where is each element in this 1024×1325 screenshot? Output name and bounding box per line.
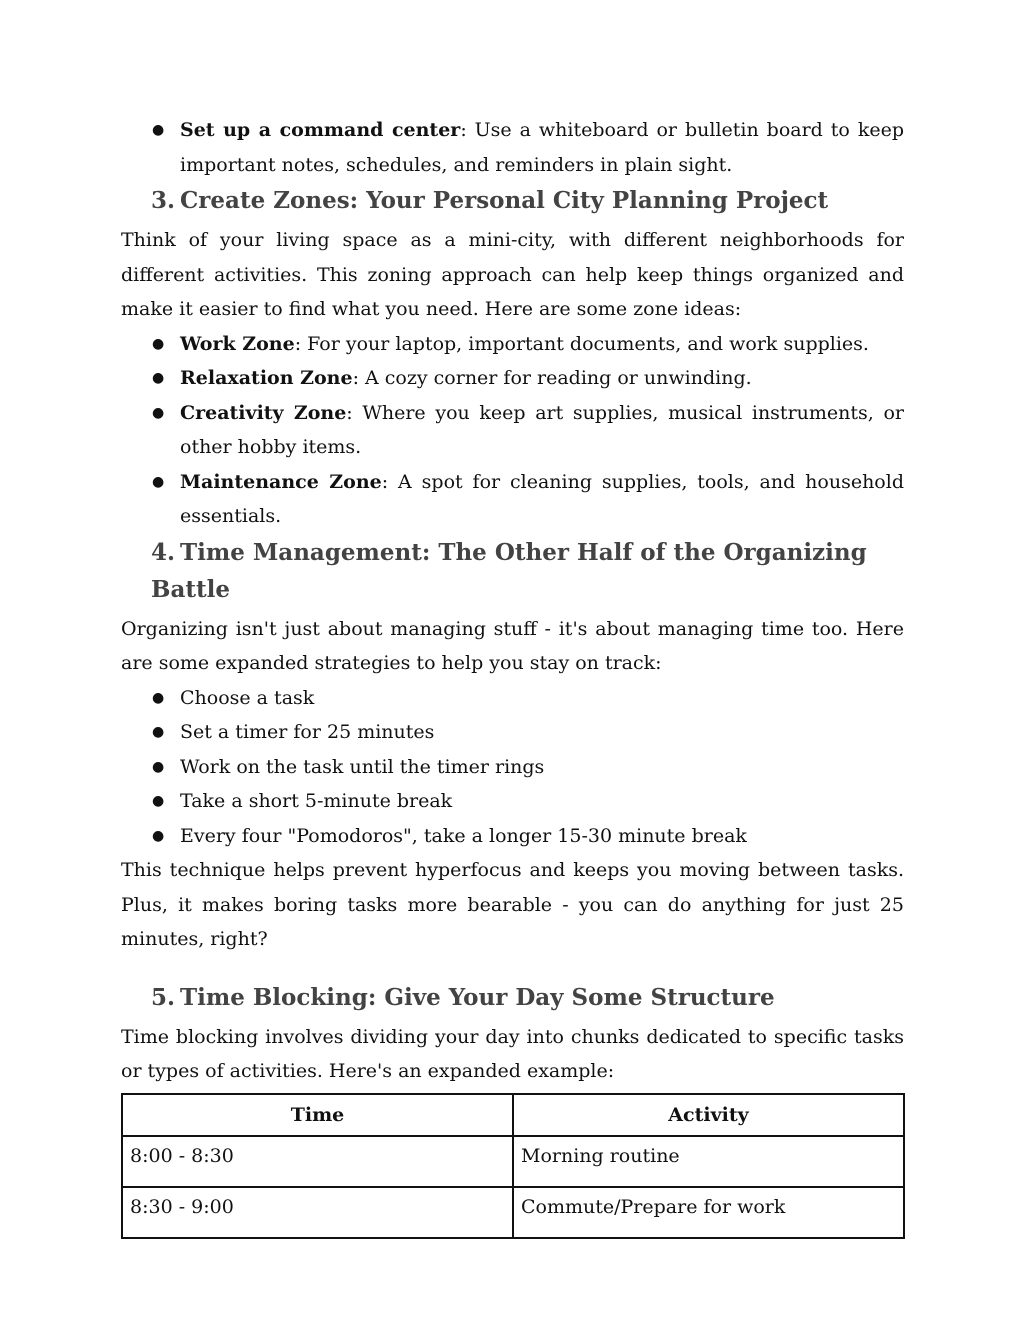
list-item <box>121 784 904 819</box>
bullet-label: Relaxation Zone <box>180 367 353 389</box>
section-number: 3. <box>151 187 176 214</box>
list-item <box>121 327 904 362</box>
bullet-label: Set up a command center <box>180 119 461 141</box>
time-block-table <box>121 1093 905 1239</box>
section-title: Time Management: The Other Half of the Organizing Battle <box>151 538 867 603</box>
section-paragraph: Think of your living space as a mini-city, with different neighborhoods for different activities. This zoning approach can help keep things organized and make it easier to find what you need. Here are some zone ideas: <box>121 229 904 320</box>
table-cell-activity: Commute/Prepare for work <box>513 1187 904 1238</box>
bullet-label: Work Zone <box>180 332 295 355</box>
bullet-text: : For your laptop, important documents, and work supplies. <box>294 332 869 355</box>
spacer <box>121 957 904 979</box>
bullet-label: Creativity Zone <box>180 401 347 424</box>
list-item <box>121 396 904 465</box>
document-page <box>121 113 904 1239</box>
bullet-icon: ● <box>152 404 165 421</box>
section-heading-4 <box>121 534 904 608</box>
pomodoro-steps-list <box>121 681 904 854</box>
bullet-text: : A spot for cleaning supplies, tools, and household essentials. <box>180 470 904 527</box>
section-closing-paragraph: This technique helps prevent hyperfocus and keeps you moving between tasks. Plus, it makes boring tasks more bearable - you can do anything for just 25 minutes, right? <box>121 859 904 950</box>
list-item <box>121 750 904 785</box>
section-number: 5. <box>151 983 176 1011</box>
bullet-text: Every four "Pomodoros", take a longer 15-30 minute break <box>180 824 747 847</box>
table-cell-time: 8:30 - 9:00 <box>122 1187 513 1238</box>
list-item <box>121 819 904 854</box>
table-header-row <box>122 1094 904 1136</box>
column-header-activity: Activity <box>513 1094 904 1136</box>
list-item <box>121 465 904 534</box>
section-paragraph: Time blocking involves dividing your day into chunks dedicated to specific tasks or types of activities. Here's an expanded example: <box>121 1025 904 1082</box>
bullet-icon: ● <box>152 827 165 844</box>
bullet-text: Set a timer for 25 minutes <box>180 721 435 743</box>
table-cell-time: 8:00 - 8:30 <box>122 1136 513 1187</box>
column-header-time: Time <box>122 1094 513 1136</box>
bullet-icon: ● <box>152 758 165 775</box>
section-heading-3 <box>121 182 904 219</box>
section-title: Create Zones: Your Personal City Planning Project <box>180 187 829 214</box>
zone-list <box>121 327 904 534</box>
bullet-text: : Where you keep art supplies, musical instruments, or other hobby items. <box>180 401 904 458</box>
list-item <box>121 113 904 182</box>
bullet-text: Take a short 5-minute break <box>180 790 453 812</box>
list-item <box>121 361 904 396</box>
bullet-text: Work on the task until the timer rings <box>180 755 545 778</box>
bullet-text: Choose a task <box>180 686 315 709</box>
bullet-label: Maintenance Zone <box>180 470 382 493</box>
list-item <box>121 715 904 750</box>
section-paragraph: Organizing isn't just about managing stuff - it's about managing time too. Here are some expanded strategies to help you stay on track: <box>121 617 904 674</box>
bullet-icon: ● <box>152 122 165 138</box>
section-heading-5 <box>121 979 904 1016</box>
section-number: 4. <box>151 538 176 566</box>
bullet-icon: ● <box>152 689 165 706</box>
bullet-icon: ● <box>152 793 165 809</box>
bullet-icon: ● <box>152 724 165 740</box>
list-item <box>121 681 904 716</box>
intro-bullet-list <box>121 113 904 182</box>
bullet-text: : Use a whiteboard or bulletin board to keep important notes, schedules, and reminders in plain sight. <box>180 119 904 176</box>
table-cell-activity: Morning routine <box>513 1136 904 1187</box>
bullet-icon: ● <box>152 335 165 352</box>
bullet-icon: ● <box>152 473 165 490</box>
section-title: Time Blocking: Give Your Day Some Structure <box>180 983 775 1011</box>
table-row <box>122 1187 904 1238</box>
table-row <box>122 1136 904 1187</box>
bullet-text: : A cozy corner for reading or unwinding. <box>352 367 752 389</box>
bullet-icon: ● <box>152 370 165 386</box>
